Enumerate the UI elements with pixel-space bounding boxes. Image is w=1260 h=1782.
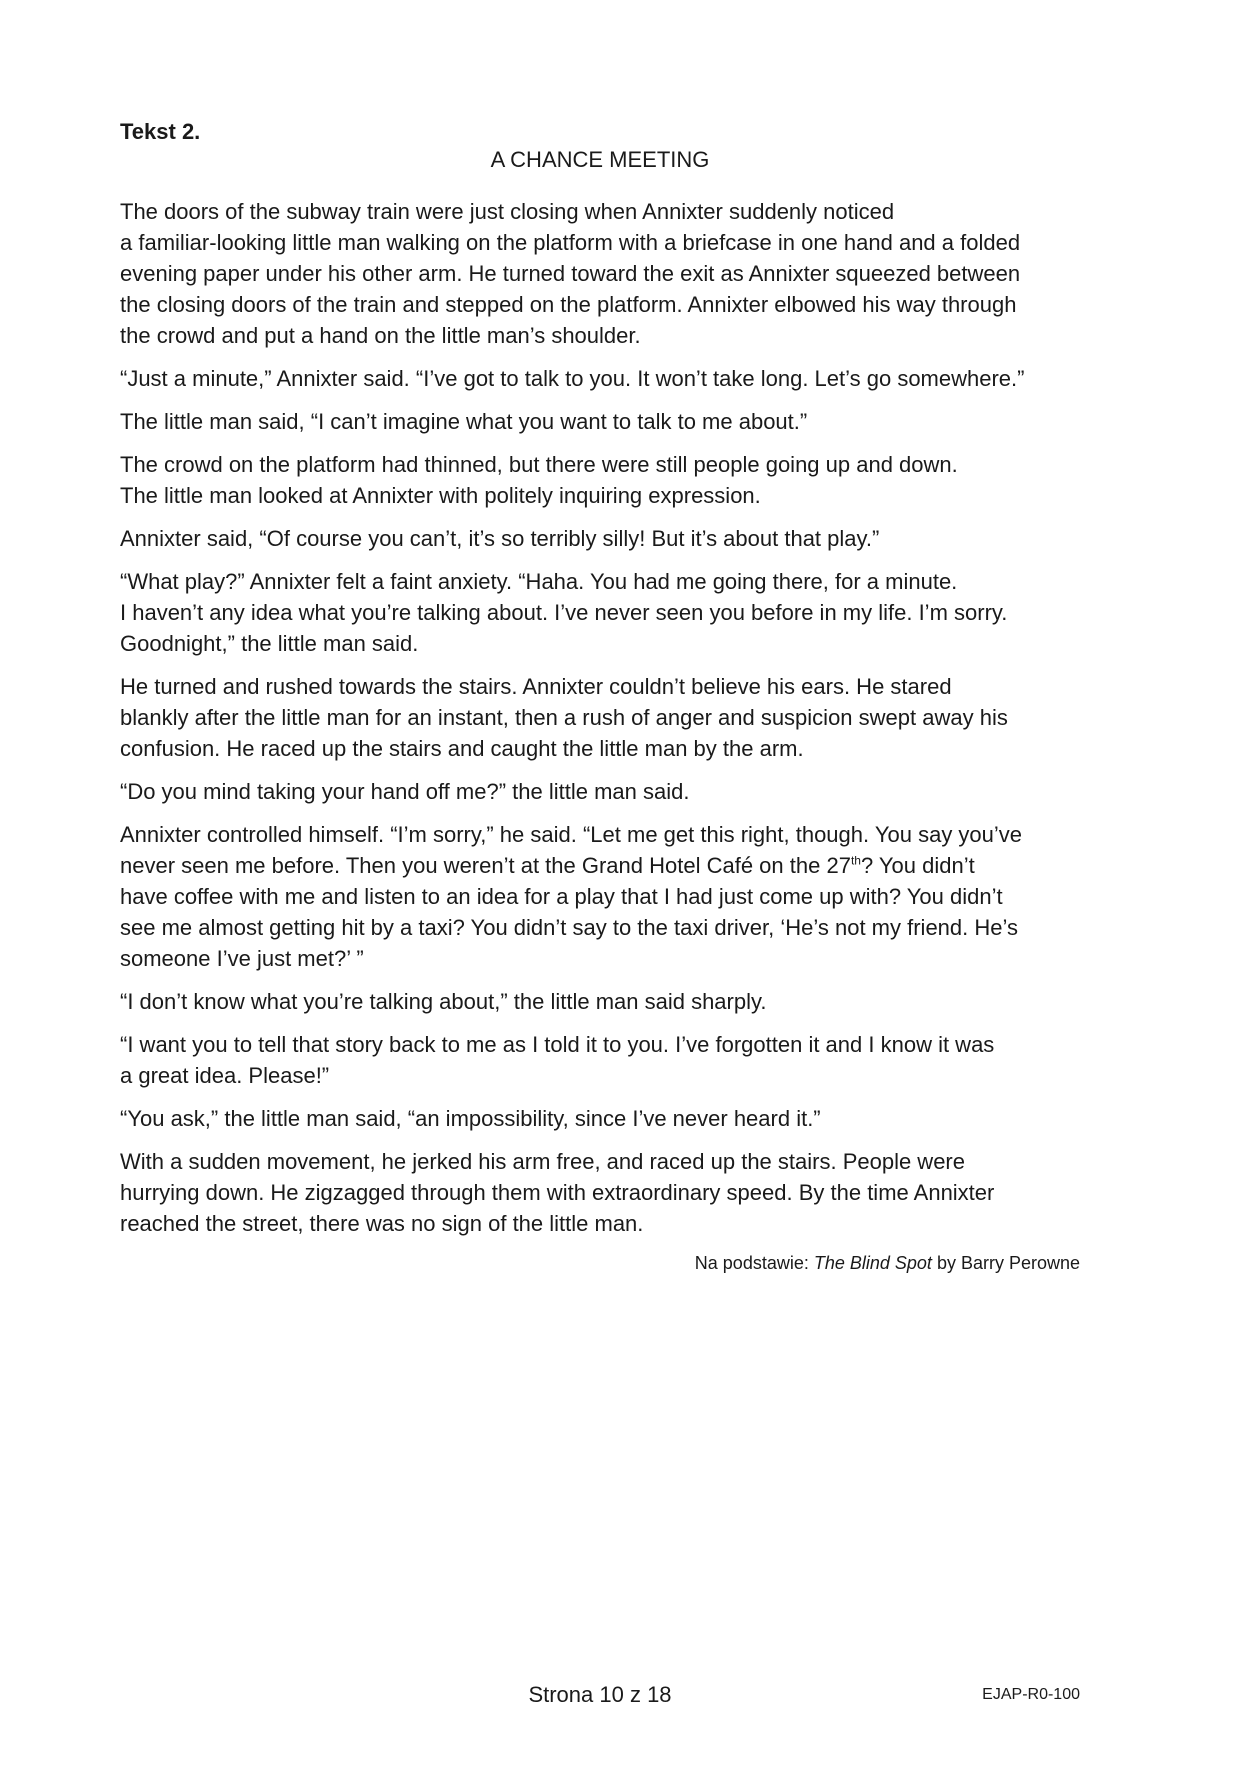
text-line: hurrying down. He zigzagged through them with extraordinary speed. By the time Annixter — [120, 1180, 995, 1205]
text-line: I haven’t any idea what you’re talking about. I’ve never seen you before in my life. I’m sorry. — [120, 600, 1008, 625]
paragraph-4 — [120, 449, 1080, 511]
text-label: Tekst 2. — [120, 119, 201, 144]
text-line: the crowd and put a hand on the little man’s shoulder. — [120, 323, 641, 348]
text-line: “I want you to tell that story back to me as I told it to you. I’ve forgotten it and I know it was — [120, 1032, 995, 1057]
text-line: “Do you mind taking your hand off me?” the little man said. — [120, 779, 690, 804]
text-line-with-superscript — [120, 850, 1080, 881]
text-line: Annixter controlled himself. “I’m sorry,” he said. “Let me get this right, though. You say you’ve — [120, 822, 1023, 847]
text-line: reached the street, there was no sign of the little man. — [120, 1211, 644, 1236]
text-line: The little man said, “I can’t imagine what you want to talk to me about.” — [120, 409, 808, 434]
text-line: The little man looked at Annixter with politely inquiring expression. — [120, 483, 761, 508]
text-line: blankly after the little man for an instant, then a rush of anger and suspicion swept away his — [120, 705, 1008, 730]
text-line: Annixter said, “Of course you can’t, it’s so terribly silly! But it’s about that play.” — [120, 526, 880, 551]
source-prefix: Na podstawie: — [694, 1253, 814, 1273]
text-line: see me almost getting hit by a taxi? You didn’t say to the taxi driver, ‘He’s not my friend. He’s — [120, 915, 1018, 940]
text-line: have coffee with me and listen to an idea for a play that I had just come up with? You didn’t — [120, 884, 1003, 909]
paragraph-10 — [120, 986, 1080, 1017]
paragraph-6 — [120, 566, 1080, 659]
text-segment: never seen me before. Then you weren’t at the Grand Hotel Café on the 27 — [120, 853, 851, 878]
source-citation — [120, 1251, 1080, 1275]
paragraph-7 — [120, 671, 1080, 764]
paragraph-13 — [120, 1146, 1080, 1239]
story-title: A CHANCE MEETING — [490, 147, 710, 172]
ordinal-superscript: th — [850, 853, 861, 868]
text-segment: ? You didn’t — [860, 853, 975, 878]
document-content — [120, 118, 1080, 1275]
paragraph-11 — [120, 1029, 1080, 1091]
text-line: “You ask,” the little man said, “an impossibility, since I’ve never heard it.” — [120, 1106, 821, 1131]
paragraph-5 — [120, 523, 1080, 554]
text-line: confusion. He raced up the stairs and caught the little man by the arm. — [120, 736, 804, 761]
page-number: Strona 10 z 18 — [528, 1682, 672, 1707]
text-line: He turned and rushed towards the stairs. Annixter couldn’t believe his ears. He stared — [120, 674, 952, 699]
paragraph-12 — [120, 1103, 1080, 1134]
text-line: someone I’ve just met?’ ” — [120, 946, 364, 971]
text-line: The crowd on the platform had thinned, but there were still people going up and down. — [120, 452, 958, 477]
text-line: evening paper under his other arm. He turned toward the exit as Annixter squeezed between — [120, 261, 1021, 286]
source-author: by Barry Perowne — [931, 1253, 1080, 1273]
text-line: With a sudden movement, he jerked his arm free, and raced up the stairs. People were — [120, 1149, 965, 1174]
paragraph-3 — [120, 406, 1080, 437]
source-title: The Blind Spot — [813, 1253, 932, 1273]
paragraph-8 — [120, 776, 1080, 807]
text-line: Goodnight,” the little man said. — [120, 631, 419, 656]
paragraph-1 — [120, 196, 1080, 351]
paragraph-9 — [120, 819, 1080, 974]
text-line: “What play?” Annixter felt a faint anxiety. “Haha. You had me going there, for a minute. — [120, 569, 958, 594]
text-line: “Just a minute,” Annixter said. “I’ve got to talk to you. It won’t take long. Let’s go somewhere.” — [120, 366, 1025, 391]
text-line: “I don’t know what you’re talking about,” the little man said sharply. — [120, 989, 767, 1014]
text-line: the closing doors of the train and stepped on the platform. Annixter elbowed his way through — [120, 292, 1017, 317]
paragraph-2 — [120, 363, 1080, 394]
document-code: EJAP-R0-100 — [982, 1686, 1080, 1703]
text-line: The doors of the subway train were just closing when Annixter suddenly noticed — [120, 199, 895, 224]
text-line: a familiar-looking little man walking on the platform with a briefcase in one hand and a folded — [120, 230, 1021, 255]
text-line: a great idea. Please!” — [120, 1063, 330, 1088]
